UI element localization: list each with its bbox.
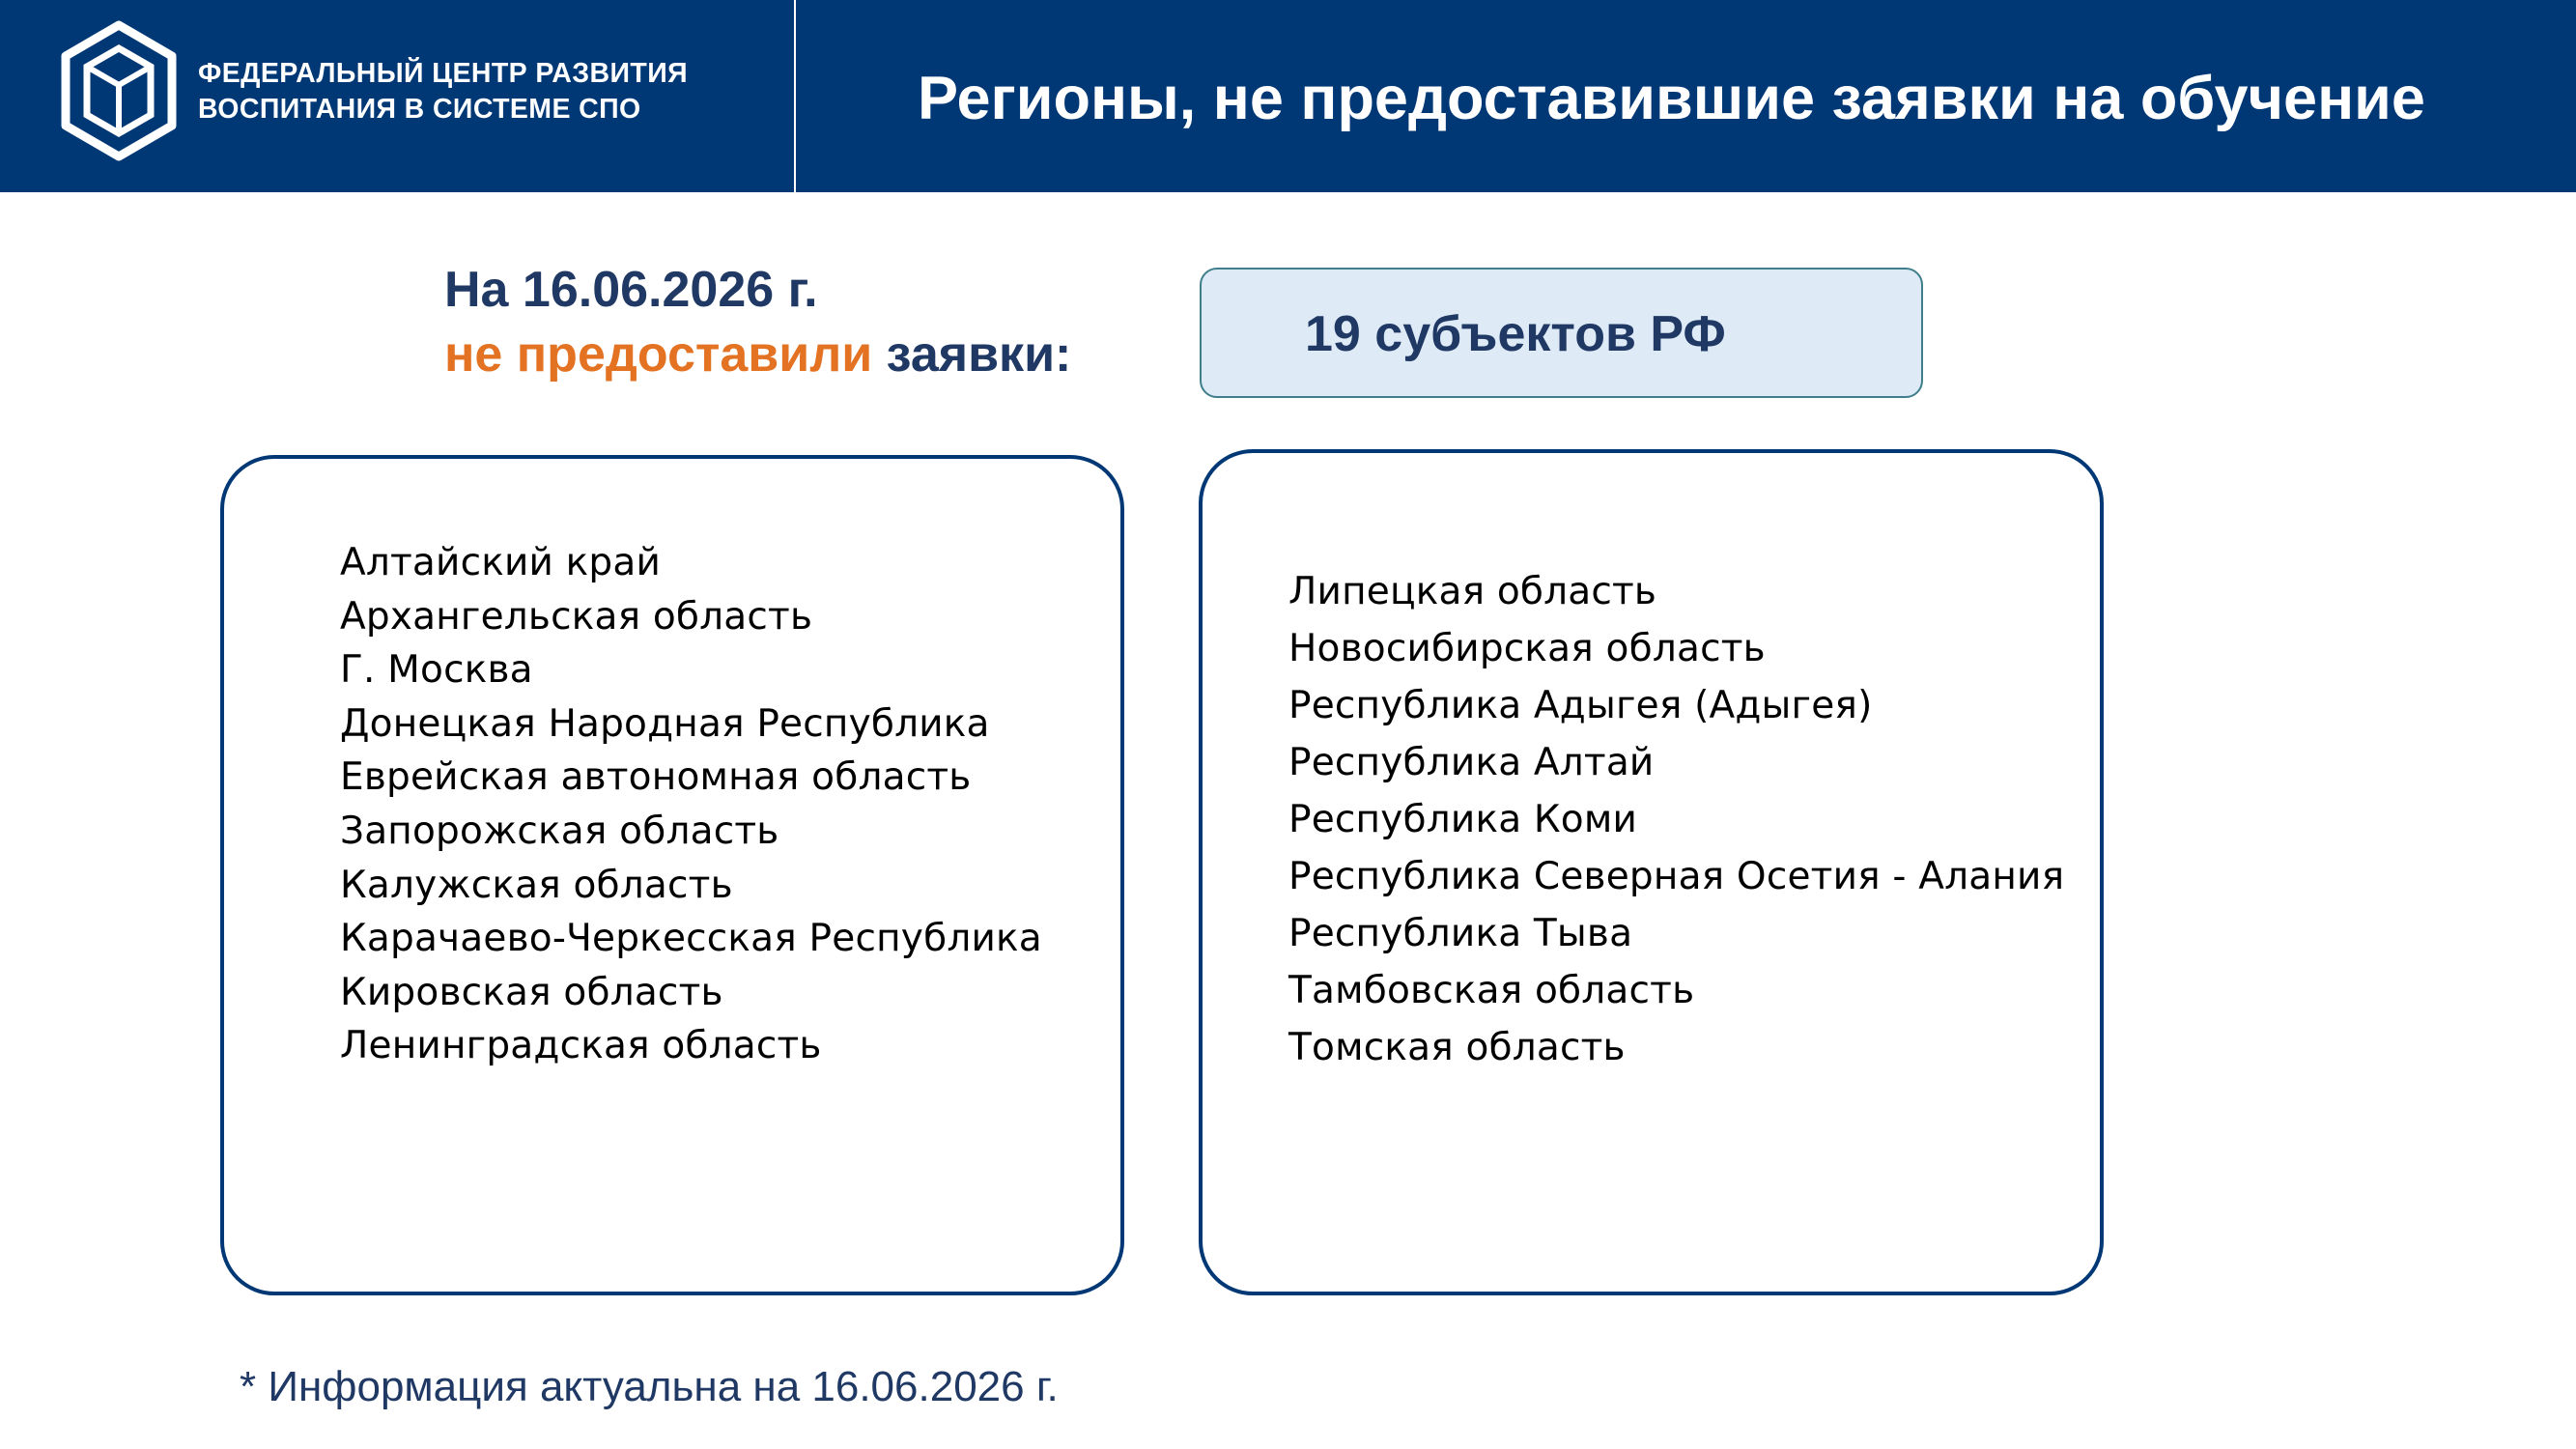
organization-name-line-1: ФЕДЕРАЛЬНЫЙ ЦЕНТР РАЗВИТИЯ xyxy=(198,58,688,89)
regions-list-left xyxy=(340,536,1042,1073)
list-item: Запорожская область xyxy=(340,809,779,853)
list-item: Республика Коми xyxy=(1288,798,1638,841)
list-item: Кировская область xyxy=(340,970,723,1014)
spo-hexagon-logo-icon xyxy=(56,19,182,162)
regions-box-left xyxy=(220,455,1124,1295)
list-item: Донецкая Народная Республика xyxy=(340,701,990,746)
regions-list-right xyxy=(1288,563,2064,1076)
list-item: Новосибирская область xyxy=(1288,627,1766,670)
status-highlight: не предоставили xyxy=(444,327,873,383)
header-divider xyxy=(794,0,796,192)
header-bar xyxy=(0,0,2576,192)
list-item: Республика Северная Осетия - Алания xyxy=(1288,855,2065,898)
footnote: * Информация актуальна на 16.06.2026 г. xyxy=(240,1363,1059,1410)
list-item: Республика Тыва xyxy=(1288,912,1633,955)
list-item: Калужская область xyxy=(340,863,733,907)
report-date: На 16.06.2026 г. xyxy=(444,262,818,318)
list-item: Тамбовская область xyxy=(1288,969,1695,1012)
status-line xyxy=(444,323,1071,386)
list-item: Алтайский край xyxy=(340,541,662,584)
count-label: 19 субъектов РФ xyxy=(1305,306,1726,362)
list-item: Архангельская область xyxy=(340,594,813,639)
list-item: Липецкая область xyxy=(1288,570,1657,613)
list-item: Республика Алтай xyxy=(1288,741,1655,784)
list-item: Республика Адыгея (Адыгея) xyxy=(1288,684,1873,727)
list-item: Карачаево-Черкесская Республика xyxy=(340,917,1042,961)
organization-name-line-2: ВОСПИТАНИЯ В СИСТЕМЕ СПО xyxy=(198,94,641,125)
list-item: Ленинградская область xyxy=(340,1024,822,1068)
status-rest: заявки: xyxy=(886,327,1072,383)
page-title: Регионы, не предоставившие заявки на обучение xyxy=(918,65,2425,132)
list-item: Г. Москва xyxy=(340,648,533,693)
list-item: Еврейская автономная область xyxy=(340,755,972,800)
regions-box-right xyxy=(1199,449,2104,1295)
count-badge xyxy=(1200,268,1923,398)
organization-name xyxy=(198,56,739,128)
list-item: Томская область xyxy=(1288,1026,1626,1069)
